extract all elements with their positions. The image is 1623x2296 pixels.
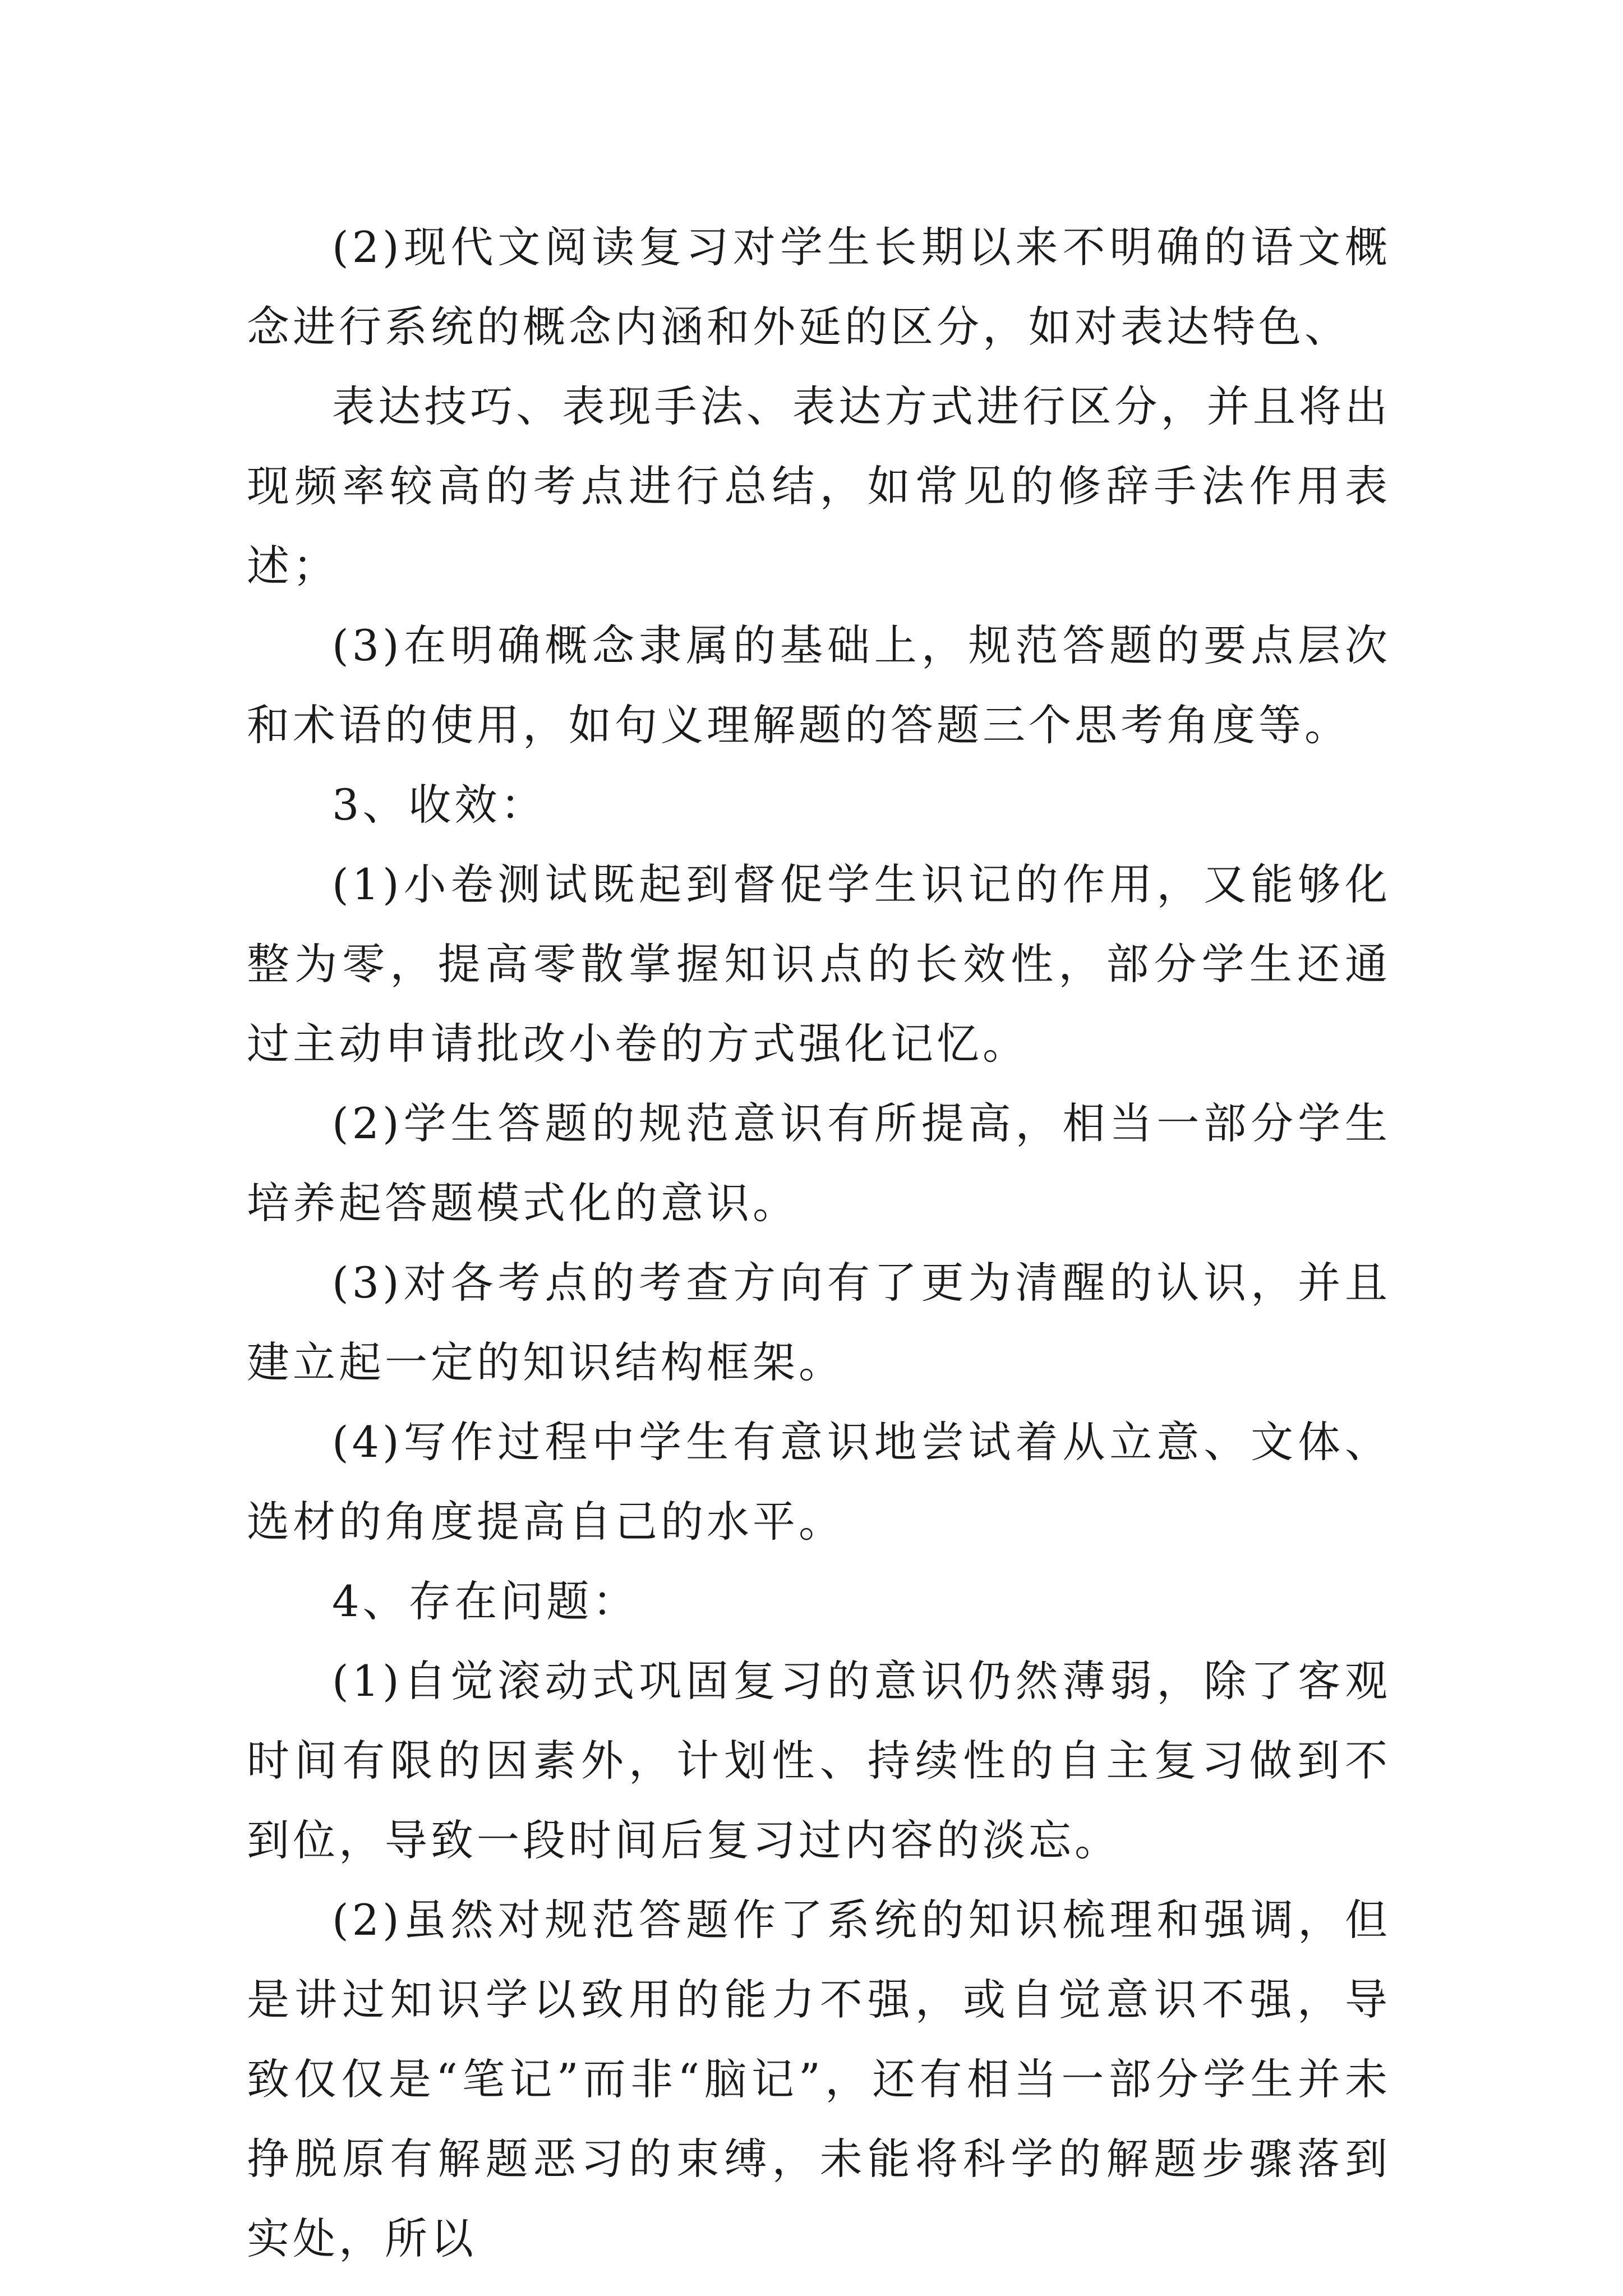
paragraph: (3)在明确概念隶属的基础上，规范答题的要点层次和术语的使用，如句义理解题的答题三个思考角度等。 [247,620,1391,750]
paragraph: (2)现代文阅读复习对学生长期以来不明确的语文概念进行系统的概念内涵和外延的区分，如对表达特色、 [247,222,1391,352]
paragraph: (1)自觉滚动式巩固复习的意识仍然薄弱，除了客观时间有限的因素外，计划性、持续性的自主复习做到不到位，导致一段时间后复习过内容的淡忘。 [247,1656,1391,1865]
document-body [247,208,1391,2279]
section-heading: 4、存在问题： [332,1576,639,1626]
paragraph: (4)写作过程中学生有意识地尝试着从立意、文体、选材的角度提高自己的水平。 [247,1417,1391,1547]
paragraph: (2)虽然对规范答题作了系统的知识梳理和强调，但是讲过知识学以致用的能力不强，或自觉意识不强，导致仅仅是“笔记”而非“脑记”，还有相当一部分学生并未挣脱原有解题恶习的束缚，未能将科学的解题步骤落到实处，所以 [247,1895,1391,2263]
paragraph: (3)对各考点的考查方向有了更为清醒的认识，并且建立起一定的知识结构框架。 [247,1258,1391,1387]
paragraph: (1)小卷测试既起到督促学生识记的作用，又能够化整为零，提高零散掌握知识点的长效性，部分学生还通过主动申请批改小卷的方式强化记忆。 [247,859,1391,1069]
paragraph: (2)学生答题的规范意识有所提高，相当一部分学生培养起答题模式化的意识。 [247,1098,1391,1228]
paragraph: 表达技巧、表现手法、表达方式进行区分，并且将出现频率较高的考点进行总结，如常见的修辞手法作用表述； [247,381,1391,591]
section-heading: 3、收效： [332,780,547,830]
